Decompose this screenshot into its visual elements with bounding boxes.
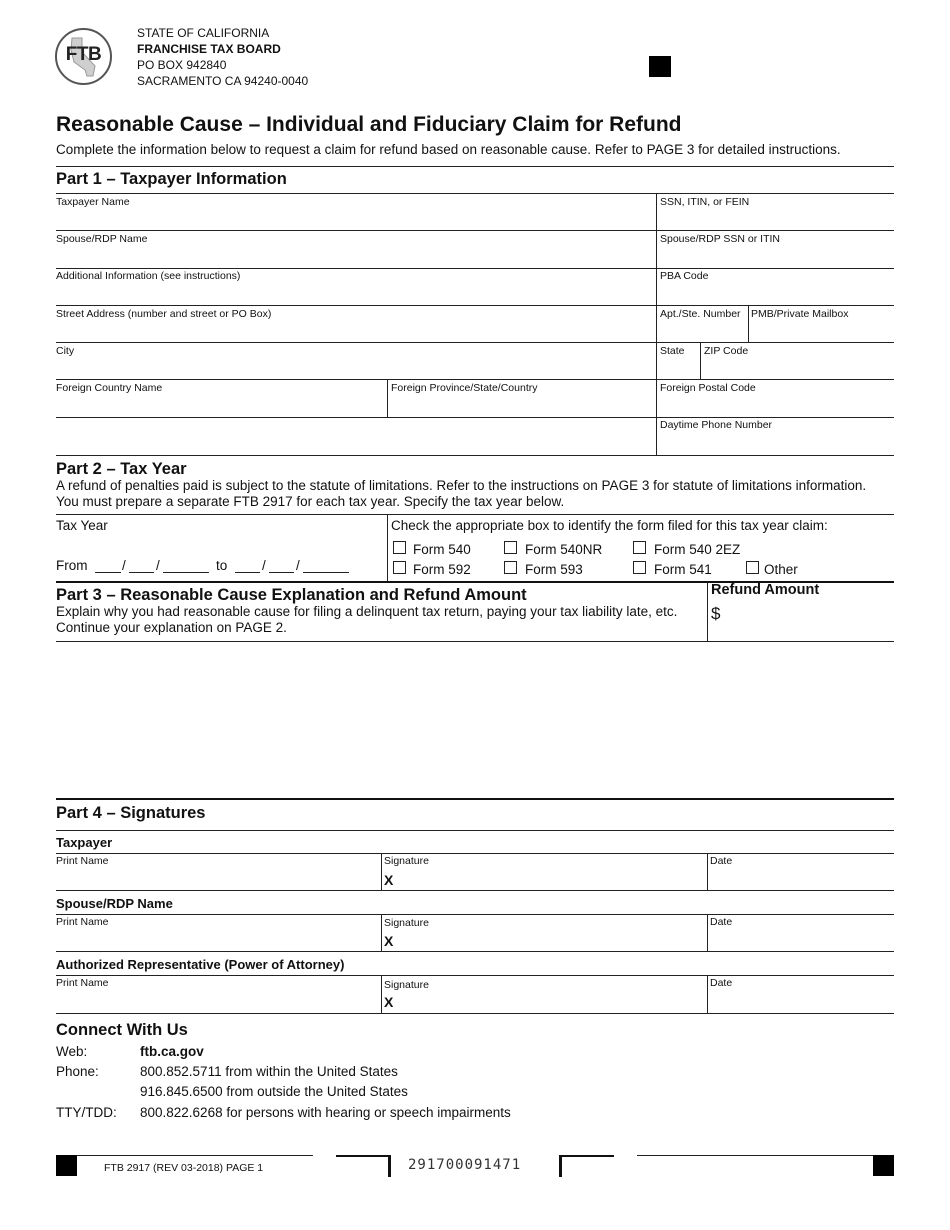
- foreign-country-field[interactable]: Foreign Country Name: [56, 382, 163, 394]
- part2-heading: Part 2 – Tax Year: [56, 460, 187, 478]
- divider: [748, 305, 749, 342]
- explanation-area[interactable]: [56, 643, 894, 797]
- form-541-checkbox[interactable]: [633, 561, 646, 574]
- spouse-signature-x: X: [384, 933, 394, 949]
- dollar-sign[interactable]: $: [711, 604, 721, 623]
- intro-text: Complete the information below to request a claim for refund based on reasonable cause. Refer to PAGE 3 for detailed instructions.: [56, 142, 841, 157]
- foreign-province-field[interactable]: Foreign Province/State/Country: [391, 382, 538, 394]
- pba-code-field[interactable]: PBA Code: [660, 270, 709, 282]
- ftb-logo: [55, 28, 112, 85]
- additional-info-field[interactable]: Additional Information (see instructions): [56, 270, 241, 282]
- taxpayer-signature-x: X: [384, 872, 394, 888]
- phone-field[interactable]: Daytime Phone Number: [660, 419, 773, 431]
- phone-label: Phone:: [56, 1064, 99, 1079]
- other-checkbox[interactable]: [746, 561, 759, 574]
- tty-label: TTY/TDD:: [56, 1105, 117, 1120]
- spouse-date[interactable]: Date: [710, 916, 733, 928]
- form-592-checkbox[interactable]: [393, 561, 406, 574]
- divider: [56, 305, 894, 306]
- web-link[interactable]: ftb.ca.gov: [140, 1044, 204, 1059]
- from-year-input[interactable]: [163, 572, 209, 573]
- divider: [56, 417, 894, 418]
- web-label: Web:: [56, 1044, 88, 1059]
- to-year-input[interactable]: [303, 572, 349, 573]
- barcode-number: 291700091471: [408, 1157, 522, 1173]
- part3-heading: Part 3 – Reasonable Cause Explanation and Refund Amount: [56, 586, 527, 604]
- agency-state: STATE OF CALIFORNIA: [137, 26, 270, 40]
- divider: [637, 1155, 873, 1156]
- divider: [656, 193, 657, 455]
- ssn-field[interactable]: SSN, ITIN, or FEIN: [660, 196, 750, 208]
- form-540-2ez-label: Form 540 2EZ: [654, 542, 741, 557]
- from-month-input[interactable]: [95, 572, 121, 573]
- divider: [56, 830, 894, 831]
- city-field[interactable]: City: [56, 345, 75, 357]
- spouse-signature[interactable]: Signature: [384, 917, 429, 929]
- form-540-label: Form 540: [413, 542, 471, 557]
- divider: [56, 641, 894, 642]
- divider: [56, 193, 894, 194]
- taxpayer-date[interactable]: Date: [710, 855, 733, 867]
- taxpayer-signature[interactable]: Signature: [384, 855, 429, 867]
- other-label: Other: [764, 562, 798, 577]
- taxpayer-print-name[interactable]: Print Name: [56, 855, 109, 867]
- divider: [56, 342, 894, 343]
- part4-top-border: [56, 798, 894, 800]
- state-field[interactable]: State: [660, 345, 685, 357]
- spouse-name-field[interactable]: Spouse/RDP Name: [56, 233, 148, 245]
- form-592-label: Form 592: [413, 562, 471, 577]
- part3-text-1: Explain why you had reasonable cause for filing a delinquent tax return, paying your tax liability late, etc.: [56, 604, 678, 619]
- connect-heading: Connect With Us: [56, 1021, 188, 1039]
- agency-name: FRANCHISE TAX BOARD: [137, 42, 281, 56]
- divider: [56, 268, 894, 269]
- street-address-field[interactable]: Street Address (number and street or PO Box): [56, 308, 272, 320]
- form-541-label: Form 541: [654, 562, 712, 577]
- representative-signature-x: X: [384, 994, 394, 1010]
- part1-heading: Part 1 – Taxpayer Information: [56, 170, 287, 188]
- divider: [381, 975, 382, 1013]
- part2-text-2: You must prepare a separate FTB 2917 for each tax year. Specify the tax year below.: [56, 494, 565, 509]
- divider: [56, 853, 894, 854]
- agency-city: SACRAMENTO CA 94240-0040: [137, 74, 309, 88]
- date-slash: /: [122, 558, 126, 573]
- divider: [56, 914, 894, 915]
- divider: [707, 975, 708, 1013]
- date-slash: /: [296, 558, 300, 573]
- barcode-bracket-right: [559, 1155, 614, 1177]
- divider: [56, 379, 894, 380]
- divider: [387, 514, 388, 581]
- agency-pobox: PO BOX 942840: [137, 58, 227, 72]
- taxpayer-group-label: Taxpayer: [56, 835, 113, 850]
- to-month-input[interactable]: [235, 572, 260, 573]
- spouse-print-name[interactable]: Print Name: [56, 916, 109, 928]
- representative-signature[interactable]: Signature: [384, 979, 429, 991]
- date-slash: /: [262, 558, 266, 573]
- agency-address: [137, 25, 308, 89]
- divider: [707, 853, 708, 890]
- barcode-bracket-left: [336, 1155, 391, 1177]
- divider: [381, 853, 382, 890]
- phone-international: 916.845.6500 from outside the United States: [140, 1084, 408, 1099]
- part2-text-1: A refund of penalties paid is subject to the statute of limitations. Refer to the instructions on PAGE 3 for statute of limitations information.: [56, 478, 867, 493]
- form-593-label: Form 593: [525, 562, 583, 577]
- apt-number-field[interactable]: Apt./Ste. Number: [660, 308, 741, 320]
- divider: [56, 951, 894, 952]
- page-title: Reasonable Cause – Individual and Fiduciary Claim for Refund: [56, 113, 682, 136]
- divider: [56, 975, 894, 976]
- date-slash: /: [156, 558, 160, 573]
- tty-number: 800.822.6268 for persons with hearing or speech impairments: [140, 1105, 511, 1120]
- part3-text-2: Continue your explanation on PAGE 2.: [56, 620, 287, 635]
- form-id: FTB 2917 (REV 03-2018) PAGE 1: [104, 1162, 264, 1174]
- divider: [56, 890, 894, 891]
- registration-mark: [873, 1155, 894, 1176]
- divider: [700, 342, 701, 379]
- phone-domestic: 800.852.5711 from within the United States: [140, 1064, 398, 1079]
- divider: [56, 230, 894, 231]
- tax-year-label: Tax Year: [56, 518, 108, 533]
- pmb-field[interactable]: PMB/Private Mailbox: [751, 308, 849, 320]
- spouse-ssn-field[interactable]: Spouse/RDP SSN or ITIN: [660, 233, 781, 245]
- divider: [707, 582, 708, 642]
- divider: [56, 1013, 894, 1014]
- form-540-2ez-checkbox[interactable]: [633, 541, 646, 554]
- divider: [381, 914, 382, 951]
- spouse-group-label: Spouse/RDP Name: [56, 896, 173, 911]
- form-540nr-label: Form 540NR: [525, 542, 603, 557]
- representative-group-label: Authorized Representative (Power of Attorney): [56, 957, 345, 972]
- check-instruction: Check the appropriate box to identify the form filed for this tax year claim:: [391, 518, 828, 533]
- divider: [707, 914, 708, 951]
- registration-mark: [56, 1155, 77, 1176]
- registration-mark: [649, 56, 671, 77]
- taxpayer-name-field[interactable]: Taxpayer Name: [56, 196, 130, 208]
- to-day-input[interactable]: [269, 572, 294, 573]
- part4-heading: Part 4 – Signatures: [56, 804, 206, 822]
- refund-amount-label: Refund Amount: [711, 582, 820, 598]
- divider: [387, 379, 388, 417]
- to-label: to: [216, 558, 228, 573]
- form-540nr-checkbox[interactable]: [504, 541, 517, 554]
- divider: [77, 1155, 313, 1156]
- divider: [56, 166, 894, 167]
- zip-code-field[interactable]: ZIP Code: [704, 345, 749, 357]
- divider: [56, 514, 894, 515]
- foreign-postal-field[interactable]: Foreign Postal Code: [660, 382, 756, 394]
- logo-text: FTB: [65, 44, 102, 65]
- representative-print-name[interactable]: Print Name: [56, 977, 109, 989]
- form-593-checkbox[interactable]: [504, 561, 517, 574]
- from-day-input[interactable]: [129, 572, 154, 573]
- form-540-checkbox[interactable]: [393, 541, 406, 554]
- representative-date[interactable]: Date: [710, 977, 733, 989]
- divider: [56, 455, 894, 456]
- from-label: From: [56, 558, 88, 573]
